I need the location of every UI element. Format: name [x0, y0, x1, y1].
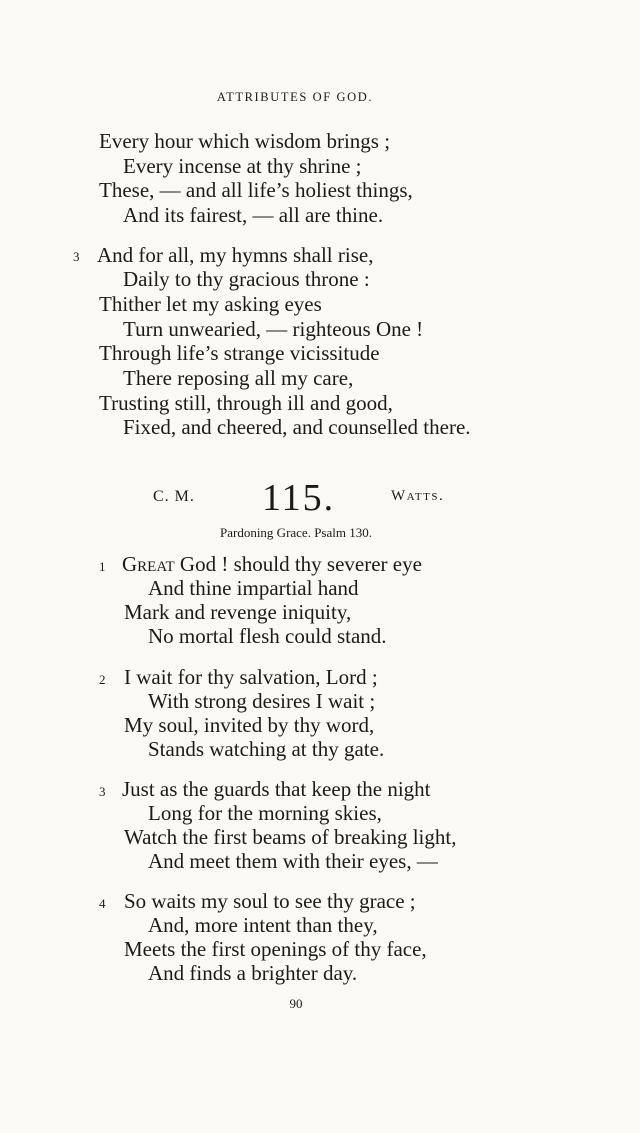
verse-line: Trusting still, through ill and good,: [99, 391, 393, 415]
verse-line: Meets the first openings of thy face,: [124, 937, 427, 961]
verse-line: Daily to thy gracious throne :: [123, 267, 370, 291]
verse-line: No mortal flesh could stand.: [148, 624, 387, 648]
verse-line: My soul, invited by thy word,: [124, 713, 375, 737]
stanza-number: 3: [73, 249, 80, 264]
hymn-number: 115.: [262, 477, 336, 519]
verse-line: So waits my soul to see thy grace ;: [124, 889, 416, 913]
verse-line: [122, 552, 422, 577]
verse-line: Fixed, and cheered, and counselled there.: [123, 415, 471, 439]
first-word: Great: [122, 552, 175, 576]
verse-line: Every incense at thy shrine ;: [123, 154, 362, 178]
stanza-number: 3: [99, 784, 106, 799]
verse-line: There reposing all my care,: [123, 366, 354, 390]
verse-line: And thine impartial hand: [148, 576, 359, 600]
hymn-meter: C. M.: [153, 488, 195, 505]
verse-line: With strong desires I wait ;: [148, 689, 376, 713]
verse-line: And its fairest, — all are thine.: [123, 203, 384, 227]
verse-line: Through life’s strange vicissitude: [99, 341, 380, 365]
verse-line: And for all, my hymns shall rise,: [97, 243, 374, 267]
stanza-number: 1: [99, 559, 106, 574]
hymn-author: Watts.: [391, 488, 445, 504]
hymn-header: [0, 478, 640, 518]
verse-line: I wait for thy salvation, Lord ;: [124, 665, 378, 689]
stanza-number: 2: [99, 672, 106, 687]
verse-line: Mark and revenge iniquity,: [124, 600, 352, 624]
verse-line: Watch the first beams of breaking light,: [124, 825, 457, 849]
page-number: 90: [289, 996, 303, 1011]
stanza-number: 4: [99, 896, 106, 911]
verse-line: And finds a brighter day.: [148, 961, 358, 985]
verse-line: And, more intent than they,: [148, 913, 378, 937]
verse-line: Stands watching at thy gate.: [148, 737, 385, 761]
hymn-subtitle: Pardoning Grace. Psalm 130.: [219, 525, 372, 540]
verse-line: Turn unwearied, — righteous One !: [123, 317, 424, 341]
verse-line: Just as the guards that keep the night: [122, 777, 431, 801]
verse-line: Thither let my asking eyes: [99, 292, 322, 316]
verse-line: Long for the morning skies,: [148, 801, 382, 825]
verse-line: And meet them with their eyes, —: [148, 849, 438, 873]
running-head: ATTRIBUTES OF GOD.: [216, 90, 374, 104]
first-line-rest: God ! should thy severer eye: [174, 552, 422, 576]
verse-line: These, — and all life’s holiest things,: [99, 178, 413, 202]
verse-line: Every hour which wisdom brings ;: [99, 129, 391, 153]
